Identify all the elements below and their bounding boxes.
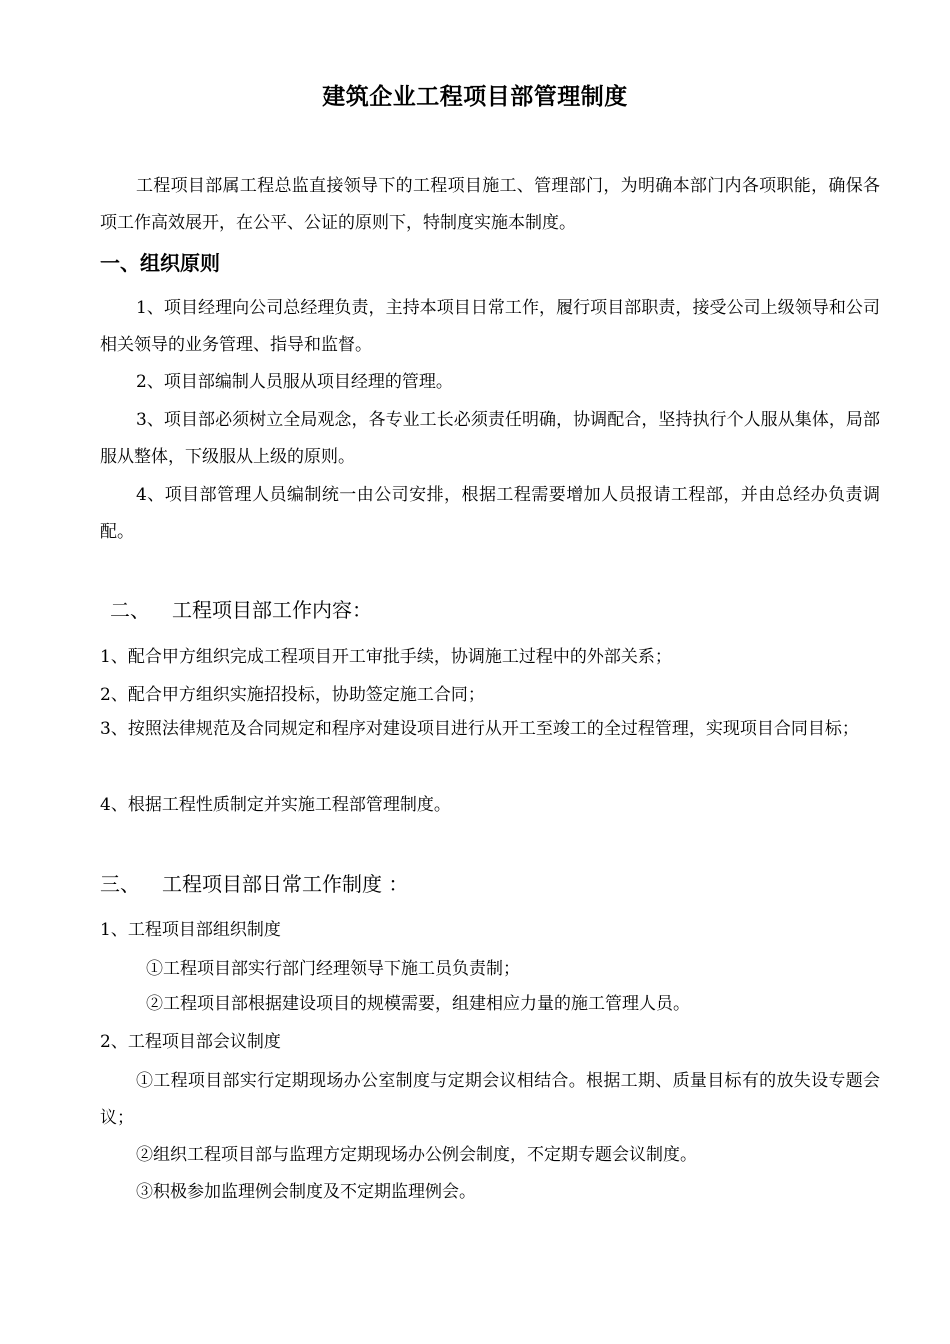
- section-1-heading: 一、组织原则: [100, 251, 220, 275]
- section-2-item-3: 3、按照法律规范及合同规定和程序对建设项目进行从开工至竣工的全过程管理，实现项目合同目标；: [100, 719, 859, 739]
- section-2-heading: [110, 596, 372, 624]
- section-3-sub-1-item-2: ②工程项目部根据建设项目的规模需要，组建相应力量的施工管理人员。: [146, 994, 690, 1014]
- section-2-heading-text: 工程项目部工作内容：: [172, 598, 372, 622]
- section-2-item-4: 4、根据工程性质制定并实施工程部管理制度。: [100, 795, 451, 815]
- intro-paragraph: 工程项目部属工程总监直接领导下的工程项目施工、管理部门，为明确本部门内各项职能，确保各项工作高效展开，在公平、公证的原则下，特制度实施本制度。: [100, 176, 880, 233]
- section-3-heading: [100, 870, 408, 898]
- section-3-sub-1-label: 1、工程项目部组织制度: [100, 920, 281, 940]
- section-3-heading-number: 三、: [100, 872, 140, 896]
- document-title: 建筑企业工程项目部管理制度: [322, 84, 628, 110]
- section-3-heading-text: 工程项目部日常工作制度 ：: [162, 872, 409, 896]
- section-3-sub-2-item-3: ③积极参加监理例会制度及不定期监理例会。: [136, 1182, 476, 1202]
- section-1-item-4: 4、项目部管理人员编制统一由公司安排，根据工程需要增加人员报请工程部，并由总经办负责调配。: [100, 485, 880, 542]
- section-2-item-2: 2、配合甲方组织实施招投标，协助签定施工合同；: [100, 685, 485, 705]
- section-2-heading-number: 二、: [110, 598, 150, 622]
- section-3-sub-1-item-1: ①工程项目部实行部门经理领导下施工员负责制；: [146, 959, 520, 979]
- section-3-sub-2-label: 2、工程项目部会议制度: [100, 1032, 281, 1052]
- section-1-item-3: 3、项目部必须树立全局观念，各专业工长必须责任明确，协调配合，坚持执行个人服从集体，局部服从整体，下级服从上级的原则。: [100, 410, 880, 467]
- section-3-sub-2-item-1: ①工程项目部实行定期现场办公室制度与定期会议相结合。根据工期、质量目标有的放失设专题会议；: [100, 1071, 880, 1128]
- section-3-sub-2-item-2: ②组织工程项目部与监理方定期现场办公例会制度，不定期专题会议制度。: [136, 1145, 697, 1165]
- section-1-item-2: 2、项目部编制人员服从项目经理的管理。: [136, 372, 453, 392]
- section-2-item-1: 1、配合甲方组织完成工程项目开工审批手续，协调施工过程中的外部关系；: [100, 647, 672, 667]
- section-1-item-1: 1、项目经理向公司总经理负责，主持本项目日常工作，履行项目部职责，接受公司上级领导和公司相关领导的业务管理、指导和监督。: [100, 298, 880, 355]
